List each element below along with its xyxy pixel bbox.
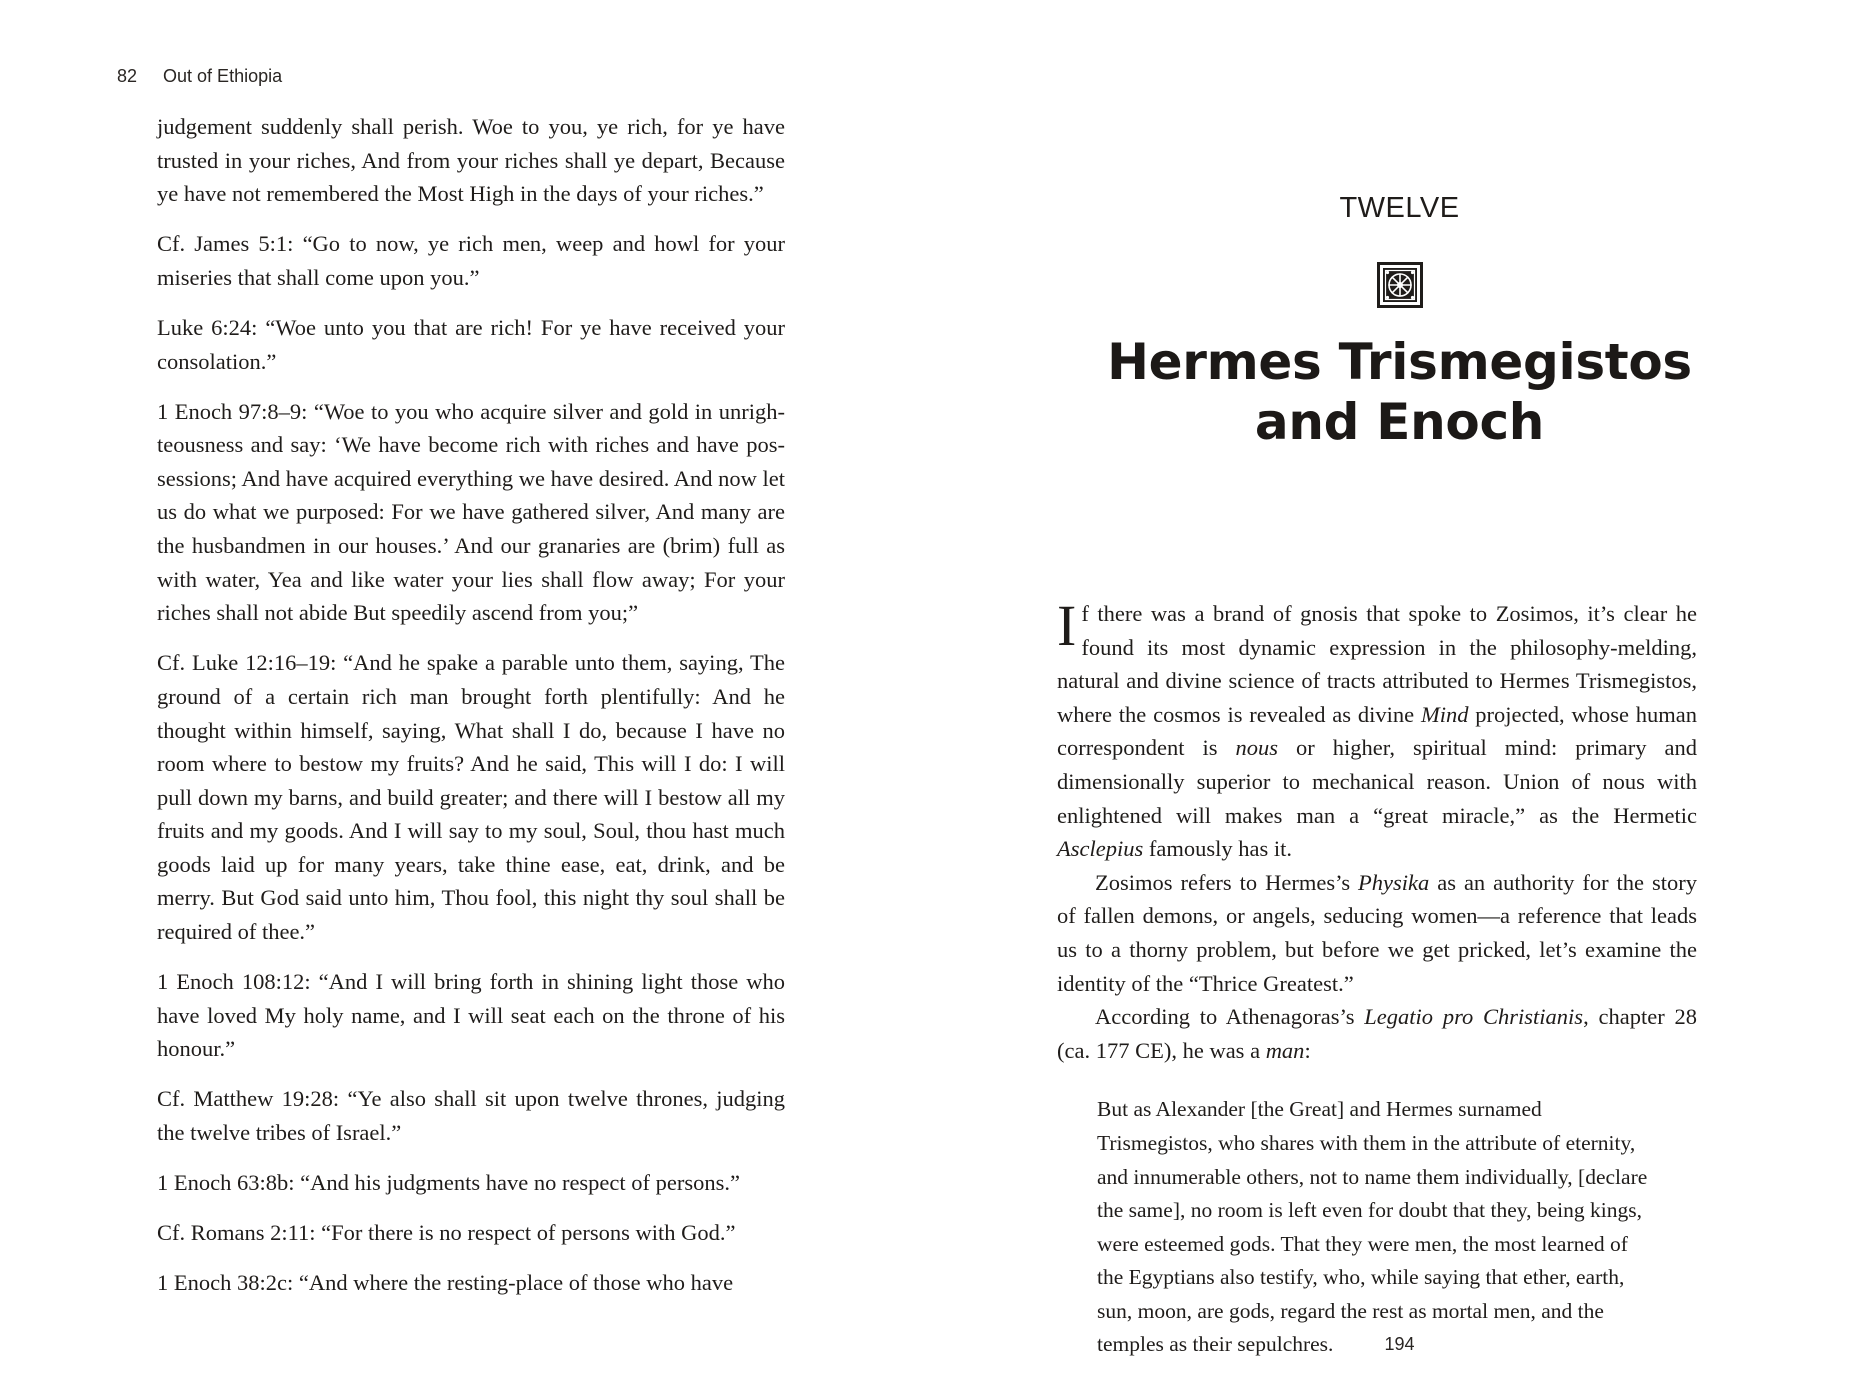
drop-cap: I <box>1057 593 1077 658</box>
chapter-title <box>933 332 1866 452</box>
text-run: as an authority for the story of fallen demons, or angels, seducing women—a reference that leads us to a thorny problem, but before we get pricked, let’s examine the identity of the “Thrice Greatest.” <box>1057 869 1697 996</box>
italic-term: Legatio pro Christianis <box>1364 1004 1584 1030</box>
running-head <box>117 66 282 87</box>
folio: 82 <box>117 66 138 86</box>
text-run: According to Athenagoras’s <box>1095 1004 1365 1030</box>
italic-term: Physika <box>1358 869 1430 895</box>
block-quote: But as Alexander [the Great] and Hermes surnamed Trismegistos, who shares with them in the attribute of eternity, and innumerable others, not to name them individually, [declare the same], no room is left even for doubt that they, being kings, were esteemed gods. That they were men, the most learned of the Egyptians also testify, who, while saying that ether, earth, sun, moon, are gods, regard the rest as mortal men, and the temples as their sepulchres. <box>1097 1097 1648 1357</box>
paragraph <box>1057 866 1697 1000</box>
running-title: Out of Ethiopia <box>163 66 283 86</box>
passage-continued: 1 Enoch 38:2c: “And where the resting-place of those who have <box>157 1270 734 1296</box>
chapter-title-line: and Enoch <box>1254 393 1545 451</box>
chapter-title-line: Hermes Trismegistos <box>1107 333 1692 391</box>
rosette-ornament-icon <box>1377 262 1423 308</box>
text-run: or higher, spiritual mind: primary and dimensionally superior to mechanical reason. Union of nous with enlightened will makes man a “great miracle,” as the Hermetic <box>1057 735 1697 828</box>
text-run: Zosimos refers to Hermes’s <box>1095 869 1359 895</box>
passage: Cf. Luke 12:16–19: “And he spake a parable unto them, saying, The ground of a certain rich man brought forth plentifully: And he thought within himself, saying, What shall I do, because I have no room where to bestow my fruits? And he said, This will I do: I will pull down my barns, and build greater; and there will I bestow all my fruits and my goods. And I will say to my soul, Soul, thou hast much goods laid up for many years, take thine ease, eat, drink, and be merry. But God said unto him, Thou fool, this night thy soul shall be required of thee.” <box>157 650 785 945</box>
passage: Luke 6:24: “Woe unto you that are rich! For ye have received your consolation.” <box>157 314 785 374</box>
page-number: 194 <box>1384 1334 1415 1354</box>
passage: judgement suddenly shall perish. Woe to you, ye rich, for ye have trusted in your riches, And from your riches shall ye depart, Because ye have not remembered the Most High in the days of your riches.” <box>157 114 785 207</box>
paragraph <box>1057 1000 1697 1067</box>
text-run: f there was a brand of gnosis that spoke to Zosimos, it’s clear he found its most dynamic expression in the philosophy-melding, natural and divine science of tracts attributed to Hermes Trismegistos, where the cosmos is revealed as divine <box>1057 601 1697 727</box>
passage: 1 Enoch 108:12: “And I will bring forth in shining light those who have loved My holy name, and I will seat each on the throne of his honour.” <box>157 969 785 1062</box>
passage: Cf. Romans 2:11: “For there is no respect of persons with God.” <box>157 1220 736 1246</box>
passage: Cf. Matthew 19:28: “Ye also shall sit upon twelve thrones, judging the twelve tribes of Israel.” <box>157 1086 785 1146</box>
italic-term: nous <box>1235 735 1279 761</box>
text-run: projected, whose human correspondent is <box>1057 701 1698 761</box>
text-run: famously has it. <box>1143 836 1292 862</box>
passage: 1 Enoch 97:8–9: “Woe to you who acquire silver and gold in unrighteousness and say: ‘We have become rich with riches and have possessions; And have acquired everything we have desired. And now let us do what we purposed: For we have gathered silver, And many are the husbandmen in our houses.’ And our granaries are (brim) full as with water, Yea and like water your lies shall flow away; For your riches shall not abide But speedily ascend from you;” <box>157 398 785 626</box>
italic-term: Asclepius <box>1057 836 1144 862</box>
italic-term: man <box>1265 1037 1305 1063</box>
left-body-text <box>157 110 785 1316</box>
passage: Cf. James 5:1: “Go to now, ye rich men, weep and howl for your miseries that shall come upon you.” <box>157 231 785 290</box>
chapter-number: TWELVE <box>1339 192 1460 224</box>
text-run: : <box>1304 1037 1311 1063</box>
passage: 1 Enoch 63:8b: “And his judgments have no respect of persons.” <box>157 1170 741 1196</box>
italic-term: Mind <box>1420 701 1469 727</box>
right-body-text <box>1057 593 1698 1362</box>
right-page <box>933 0 1866 1400</box>
opening-paragraph <box>1057 593 1698 866</box>
text-run: , chapter 28 (ca. 177 CE), he was a <box>1057 1004 1697 1063</box>
